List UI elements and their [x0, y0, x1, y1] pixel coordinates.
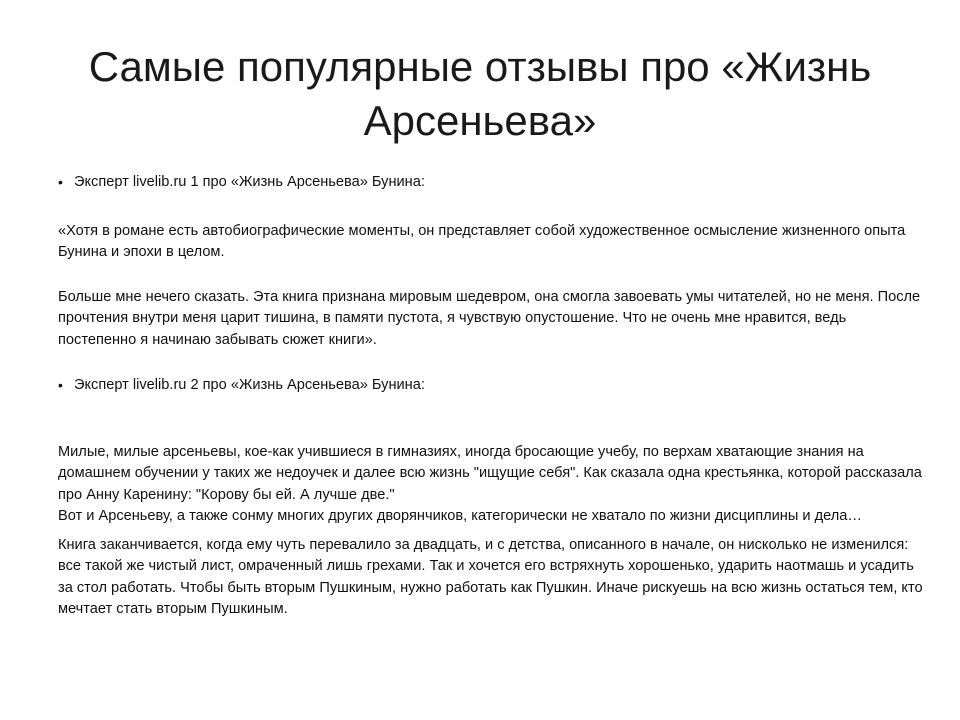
slide-title-line1: Самые популярные отзывы про «Жизнь: [88, 43, 872, 90]
review2-paragraph1-line2: Вот и Арсеньеву, а также сонму многих других дворянчиков, категорически не хватало по жизни дисциплины и дела…: [58, 508, 862, 524]
slide-title: [60, 40, 900, 148]
bullet-icon: •: [58, 377, 63, 393]
slide-title-line2: Арсеньева»: [363, 97, 597, 144]
review1-paragraph1: «Хотя в романе есть автобиографические моменты, он представляет собой художественное осмысление жизненного опыта Бунина и эпохи в целом.: [58, 222, 906, 260]
expert1-bullet: [58, 172, 928, 194]
expert2-bullet: [58, 375, 928, 397]
review2-paragraph2: Книга заканчивается, когда ему чуть перевалило за двадцать, и с детства, описанного в начале, он нисколько не изменился: все такой же чистый лист, омраченный лишь грехами. Так и хочется его встряхнуть хорошенько, ударить наотмашь и усадить за стол работать. Чтобы быть вторым Пушкиным, нужно работать как Пушкин. Иначе рискуешь на всю жизнь остаться тем, кто мечтает стать вторым Пушкиным.: [58, 536, 923, 617]
review2-paragraph1-line1: Милые, милые арсеньевы, кое-как учившиеся в гимназиях, иногда бросающие учебу, по верхам хватающие знания на домашнем обучении у таких же недоучек и далее всю жизнь "ищущие себя". Как сказала одна крестьянка, которой рассказала про Анну Каренину: "Корову бы ей. А лучше две.": [58, 443, 922, 503]
slide-body: [58, 172, 928, 621]
review1-paragraph2: Больше мне нечего сказать. Эта книга признана мировым шедевром, она смогла завоевать умы читателей, но не меня. После прочтения внутри меня царит тишина, в памяти пустота, я чувствую опустошение. Что не очень мне нравится, ведь постепенно я начинаю забывать сюжет книги».: [58, 288, 921, 348]
bullet-icon: •: [58, 174, 63, 190]
expert1-label: Эксперт livelib.ru 1 про «Жизнь Арсеньева» Бунина:: [74, 174, 425, 190]
expert2-label: Эксперт livelib.ru 2 про «Жизнь Арсеньева» Бунина:: [74, 377, 425, 393]
review2-paragraph1: [58, 442, 928, 528]
